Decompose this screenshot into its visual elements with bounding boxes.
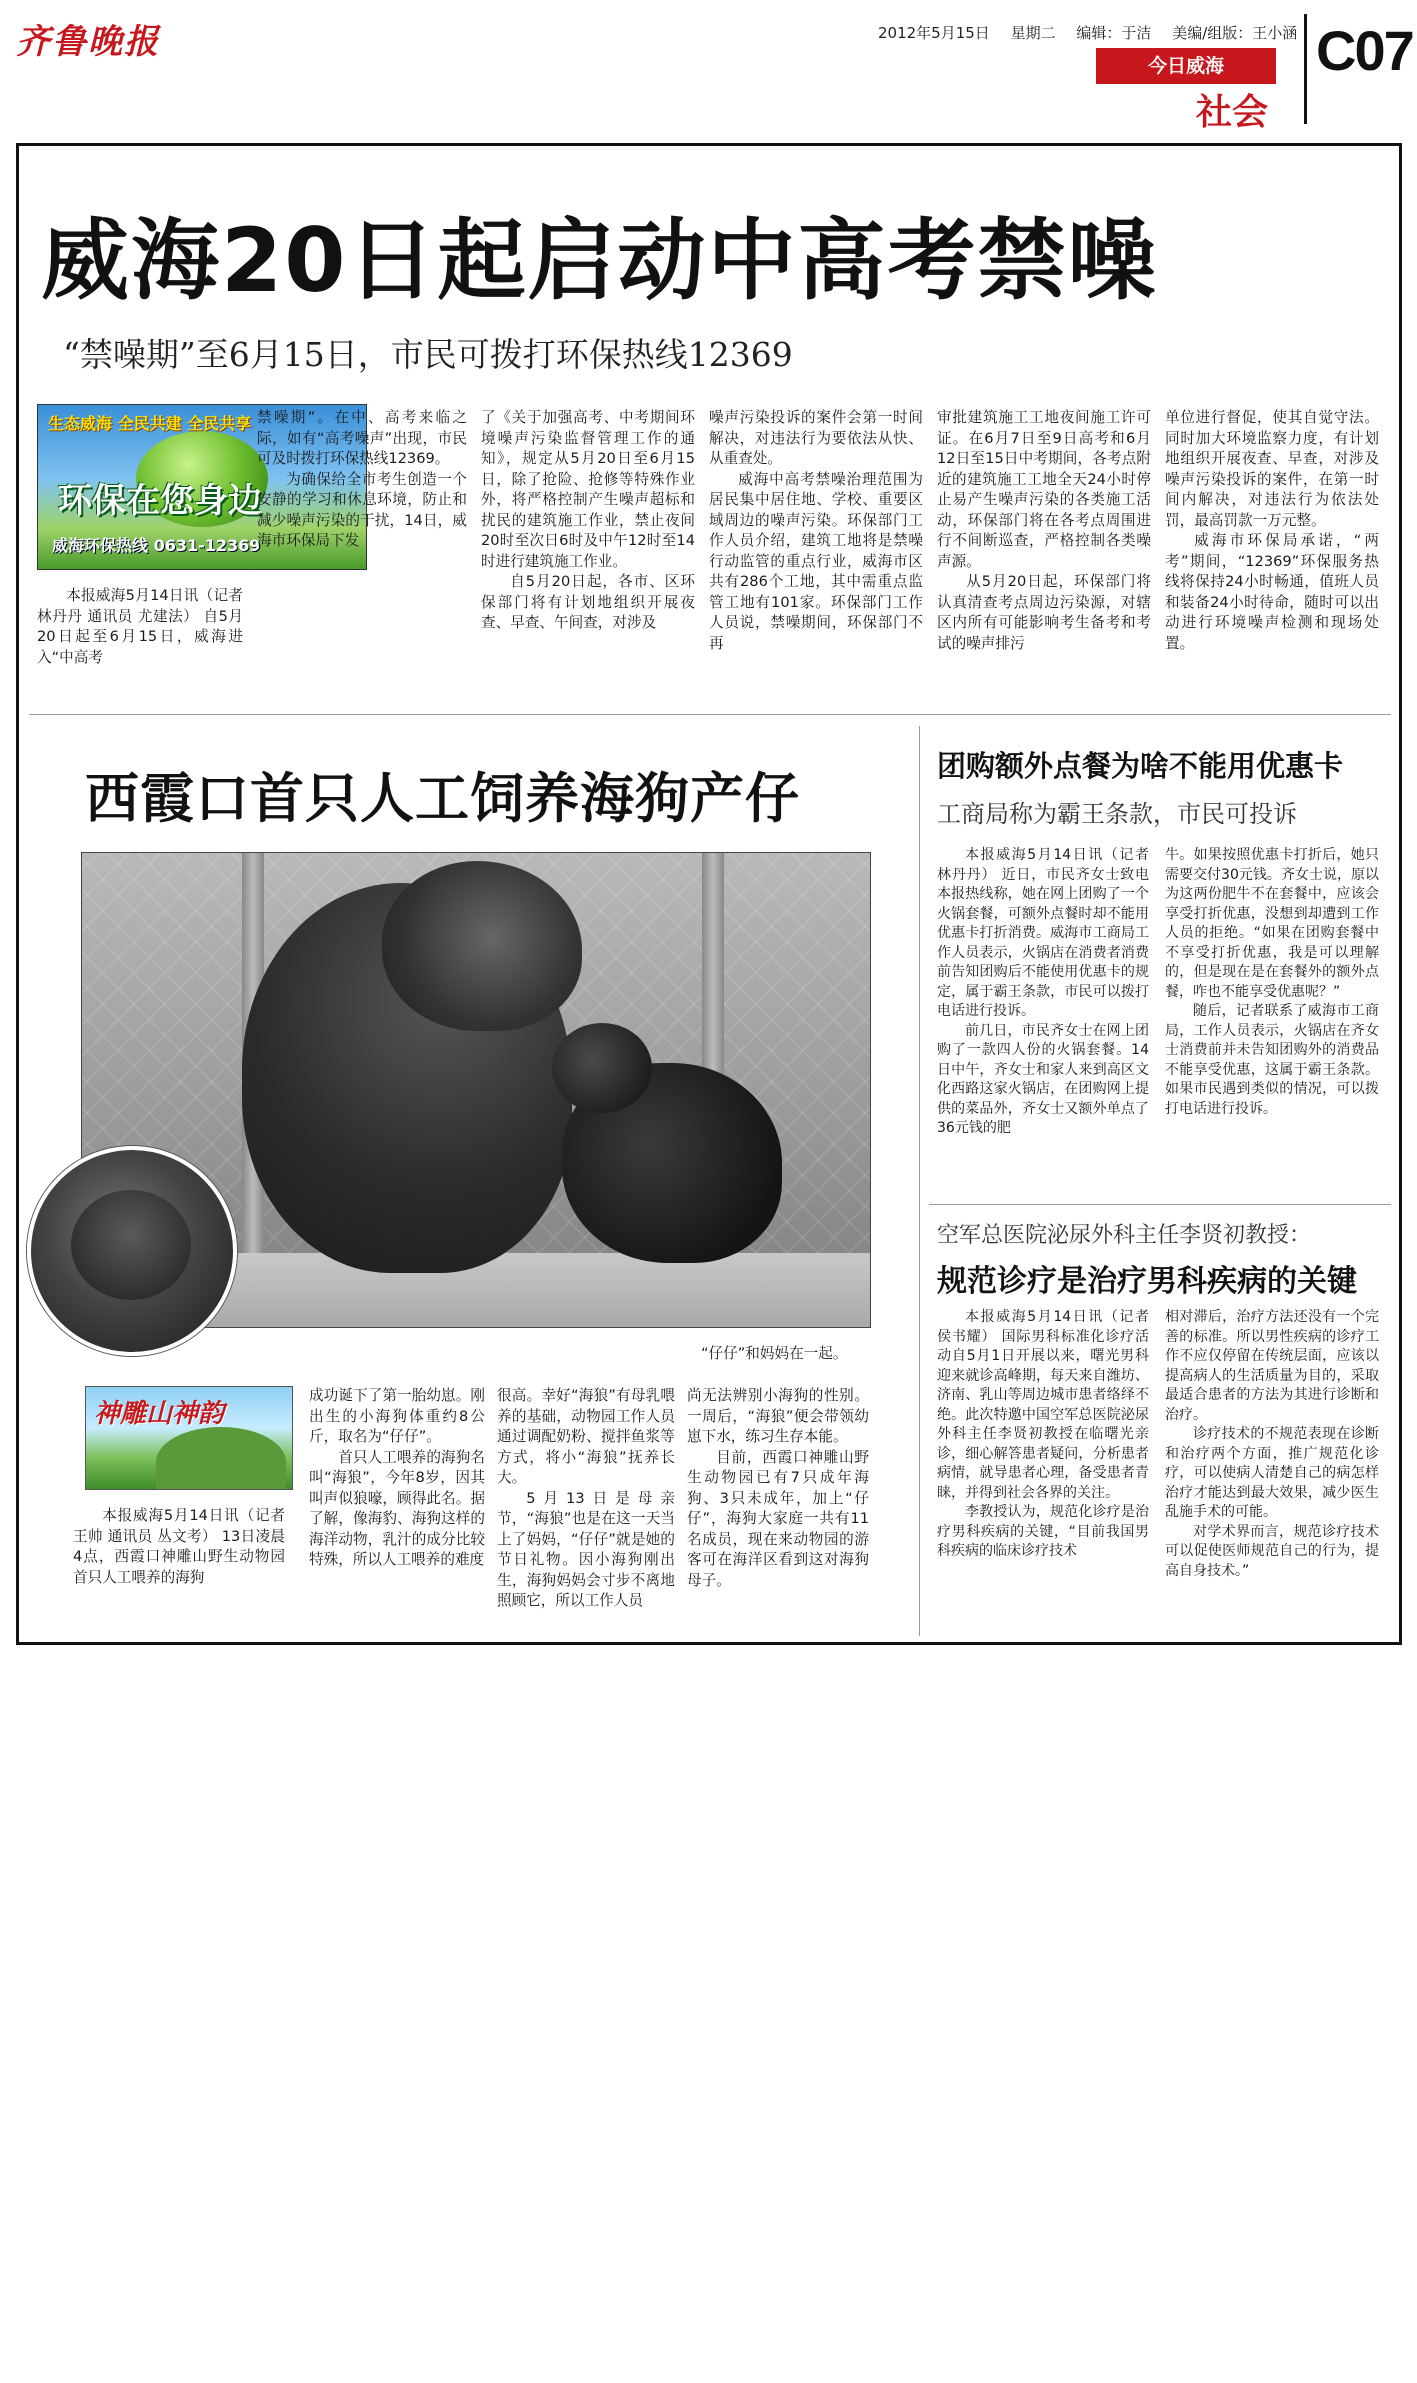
seal-column-1: [73, 1506, 285, 1588]
seal-inset-photo: [27, 1146, 237, 1356]
groupbuy-col1-text-a: 本报威海5月14日讯（记者 林丹丹） 近日，市民齐女士致电本报热线称，她在网上团购了一个火锅套餐，可额外点餐时却不能用优惠卡打折消费。威海市工商局工作人员表示，火锅店在消费者消费前告知团购后不能使用优惠卡的规定，属于霸王条款，市民可以拨打电话进行投诉。: [937, 847, 1149, 1019]
page-code: C07: [1316, 19, 1413, 82]
lead-col6-text-b: 威海市环保局承诺，“两考”期间，“12369”环保服务热线将保持24小时畅通，值班人员和装备24小时待命，随时可以出动进行环境噪声检测和现场处置。: [1165, 532, 1379, 652]
lead-col3-text-a: 了《关于加强高考、中考期间环境噪声污染监督管理工作的通知》，规定从5月20日至6月15日，除了抢险、抢修等特殊作业外，将严格控制产生噪声超标和扰民的建筑施工作业，禁止夜间20时至次日6时及中午12时至14时进行建筑施工作业。: [481, 409, 695, 570]
hospital-col2-text-c: 对学术界而言，规范诊疗技术可以促使医师规范自己的行为，提高自身技术。”: [1165, 1523, 1379, 1579]
groupbuy-col2-text-a: 牛。如果按照优惠卡打折后，她只需要交付30元钱。齐女士说，原以为这两份肥牛不在套餐中，应该会享受打折优惠，没想到却遭到工作人员的拒绝。“如果在团购套餐中不享受打折优惠，我是可以理解的，但是现在是在套餐外的额外点餐，咋也不能享受优惠呢？”: [1165, 847, 1379, 1000]
section-divider: [29, 714, 1391, 715]
lead-column-4: [709, 408, 923, 654]
park-ad-title: 神雕山神韵: [94, 1399, 225, 1429]
lead-col3-text-b: 自5月20日起，各市、区环保部门将有计划地组织开展夜查、早查、午间查，对涉及: [481, 573, 695, 631]
ad-hotline: 威海环保热线 0631-12369: [52, 536, 261, 555]
lead-column-6: [1165, 408, 1379, 654]
issue-weekday: 星期二: [1010, 24, 1056, 42]
lead-column-2: [257, 408, 467, 552]
groupbuy-column-1: [937, 846, 1149, 1139]
seal-col4-text-b: 目前，西霞口神雕山野生动物园已有7只成年海狗、3只未成年，加上“仔仔”，海狗大家庭一共有11名成员，现在来动物园的游客可在海洋区看到这对海狗母子。: [687, 1448, 869, 1589]
mountain-icon: [156, 1427, 286, 1490]
seal-column-2: [309, 1386, 485, 1571]
section-name: 社会: [1195, 91, 1268, 133]
hospital-col2-text-a: 相对滞后，治疗方法还没有一个完善的标准。所以男性疾病的诊疗工作不应仅停留在传统层面，应该以提高病人的生活质量为目的，采取最适合患者的方法为其进行诊断和治疗。: [1165, 1309, 1379, 1423]
page-frame: [16, 143, 1402, 1645]
masthead: [16, 14, 1413, 133]
lead-subheadline: “禁噪期”至6月15日，市民可拨打环保热线12369: [63, 335, 793, 374]
issue-date: 2012年5月15日: [878, 24, 990, 42]
hospital-col2-text-b: 诊疗技术的不规范表现在诊断和治疗两个方面，推广规范化诊疗，可以使病人清楚自己的病怎样治疗才能达到最大效果，减少医生乱施手术的可能。: [1165, 1426, 1379, 1520]
seal-col1-text: 本报威海5月14日讯（记者 王帅 通讯员 丛文考） 13日凌晨4点，西霞口神雕山野生动物园首只人工喂养的海狗: [73, 1507, 285, 1586]
seal-headline: 西霞口首只人工饲养海狗产仔: [85, 767, 800, 830]
seal-col2-text-a: 成功诞下了第一胎幼崽。刚出生的小海狗体重约8公斤，取名为“仔仔”。: [309, 1387, 485, 1445]
adult-seal-head: [382, 861, 582, 1031]
column-divider: [919, 726, 920, 1636]
seal-pup-head: [552, 1023, 652, 1113]
hospital-column-1: [937, 1308, 1149, 1562]
designer-credit: 美编/组版：王小涵: [1172, 24, 1298, 42]
groupbuy-headline: 团购额外点餐为啥不能用优惠卡: [937, 749, 1344, 783]
groupbuy-col1-text-b: 前几日，市民齐女士在网上团购了一款四人份的火锅套餐。14日中午，齐女士和家人来到高区文化西路这家火锅店，在团购网上提供的菜品外，齐女士又额外单点了36元钱的肥: [937, 1022, 1149, 1136]
lead-column-5: [937, 408, 1151, 654]
lead-col2-text-b: 为确保给全市考生创造一个安静的学习和休息环境，防止和减少噪声污染的干扰，14日，威海市环保局下发: [257, 470, 467, 549]
lead-col2-text-a: 禁噪期”。在中、高考来临之际，如有“高考噪声”出现，市民可及时拨打环保热线12369。: [257, 409, 467, 467]
seal-col3-text-b: 5月13日是母亲节，“海狼”也是在这一天当上了妈妈，“仔仔”就是她的节日礼物。因小海狗刚出生，海狗妈妈会寸步不离地照顾它，所以工作人员: [497, 1489, 675, 1609]
lead-column-3: [481, 408, 695, 634]
lead-headline: 威海20日起启动中高考禁噪: [41, 209, 1158, 312]
editor-credit: 编辑：于洁: [1076, 24, 1152, 42]
lead-col4-text-b: 威海中高考禁噪治理范围为居民集中居住地、学校、重要区域周边的噪声污染。环保部门工作人员介绍，建筑工地将是禁噪行动监管的重点行业，威海市区共有286个工地，其中需重点监管工地有101家。环保部门工作人员说，禁噪期间，环保部门不再: [709, 470, 923, 652]
lead-column-1: [37, 586, 243, 668]
lead-col1-text: 本报威海5月14日讯（记者 林丹丹 通讯员 尤建法） 自5月20日起至6月15日，威海进入“中高考: [37, 587, 243, 666]
ad-slogan: 生态威海 全民共建 全民共享: [48, 414, 252, 433]
park-ad-banner: [85, 1386, 293, 1490]
seal-photo-caption: “仔仔”和妈妈在一起。: [701, 1345, 848, 1362]
section-tag: 今日威海: [1096, 48, 1276, 84]
seal-column-4: [687, 1386, 869, 1591]
ad-main-slogan: 环保在您身边: [58, 481, 262, 521]
hospital-kicker: 空军总医院泌尿外科主任李贤初教授：: [937, 1223, 1312, 1248]
hospital-column-2: [1165, 1308, 1379, 1581]
seal-col3-text-a: 很高。幸好“海狼”有母乳喂养的基础，动物园工作人员通过调配奶粉、搅拌鱼浆等方式，将小“海狼”抚养长大。: [497, 1387, 675, 1486]
seal-column-3: [497, 1386, 675, 1612]
hospital-col1-text-a: 本报威海5月14日讯（记者 侯书耀） 国际男科标准化诊疗活动自5月1日开展以来，曙光男科迎来就诊高峰期，每天来自潍坊、济南、乳山等周边城市患者络绎不绝。此次特邀中国空军总医院泌尿外科主任李贤初教授在临曙光亲诊，细心解答患者疑问，分析患者病情，就导患者心理，备受患者青睐，并得到社会各界的关注。: [937, 1309, 1149, 1501]
groupbuy-col2-text-b: 随后，记者联系了威海市工商局，工作人员表示，火锅店在齐女士消费前并未告知团购外的消费品不能享受优惠，这属于霸王条款。如果市民遇到类似的情况，可以拨打电话进行投诉。: [1165, 1003, 1379, 1117]
lead-col4-text-a: 噪声污染投诉的案件会第一时间解决，对违法行为要依法从快、从重查处。: [709, 409, 923, 467]
groupbuy-column-2: [1165, 846, 1379, 1119]
page-code-divider: [1304, 14, 1307, 124]
right-column-divider: [929, 1204, 1391, 1205]
hospital-headline: 规范诊疗是治疗男科疾病的关键: [937, 1264, 1357, 1299]
seal-col2-text-b: 首只人工喂养的海狗名叫“海狼”，今年8岁，因其叫声似狼嚎，顾得此名。据了解，像海豹、海狗这样的海洋动物，乳汁的成分比较特殊，所以人工喂养的难度: [309, 1448, 485, 1568]
lead-col5-text-b: 从5月20日起，环保部门将认真清查考点周边污染源，对辖区内所有可能影响考生备考和考试的噪声排污: [937, 573, 1151, 652]
hospital-col1-text-b: 李教授认为，规范化诊疗是治疗男科疾病的关键，“目前我国男科疾病的临床诊疗技术: [937, 1504, 1149, 1559]
newspaper-logo: 齐鲁晚报: [16, 22, 160, 62]
lead-col6-text-a: 单位进行督促，使其自觉守法。同时加大环境监察力度，有计划地组织开展夜查、早查，对涉及噪声污染投诉的案件，在第一时间内解决，对违法行为依法处罚，最高罚款一万元整。: [1165, 409, 1379, 529]
groupbuy-subheadline: 工商局称为霸王条款，市民可投诉: [937, 800, 1297, 828]
lead-col5-text-a: 审批建筑施工工地夜间施工许可证。在6月7日至9日高考和6月12日至15日中考期间，各考点附近的建筑施工工地全天24小时停止易产生噪声污染的各类施工活动，环保部门将在各考点周围进行不间断巡查，严格控制各类噪声源。: [937, 409, 1151, 570]
dateline: [878, 22, 1313, 43]
seal-col4-text-a: 尚无法辨别小海狗的性别。一周后，“海狼”便会带领幼崽下水，练习生存本能。: [687, 1387, 869, 1445]
